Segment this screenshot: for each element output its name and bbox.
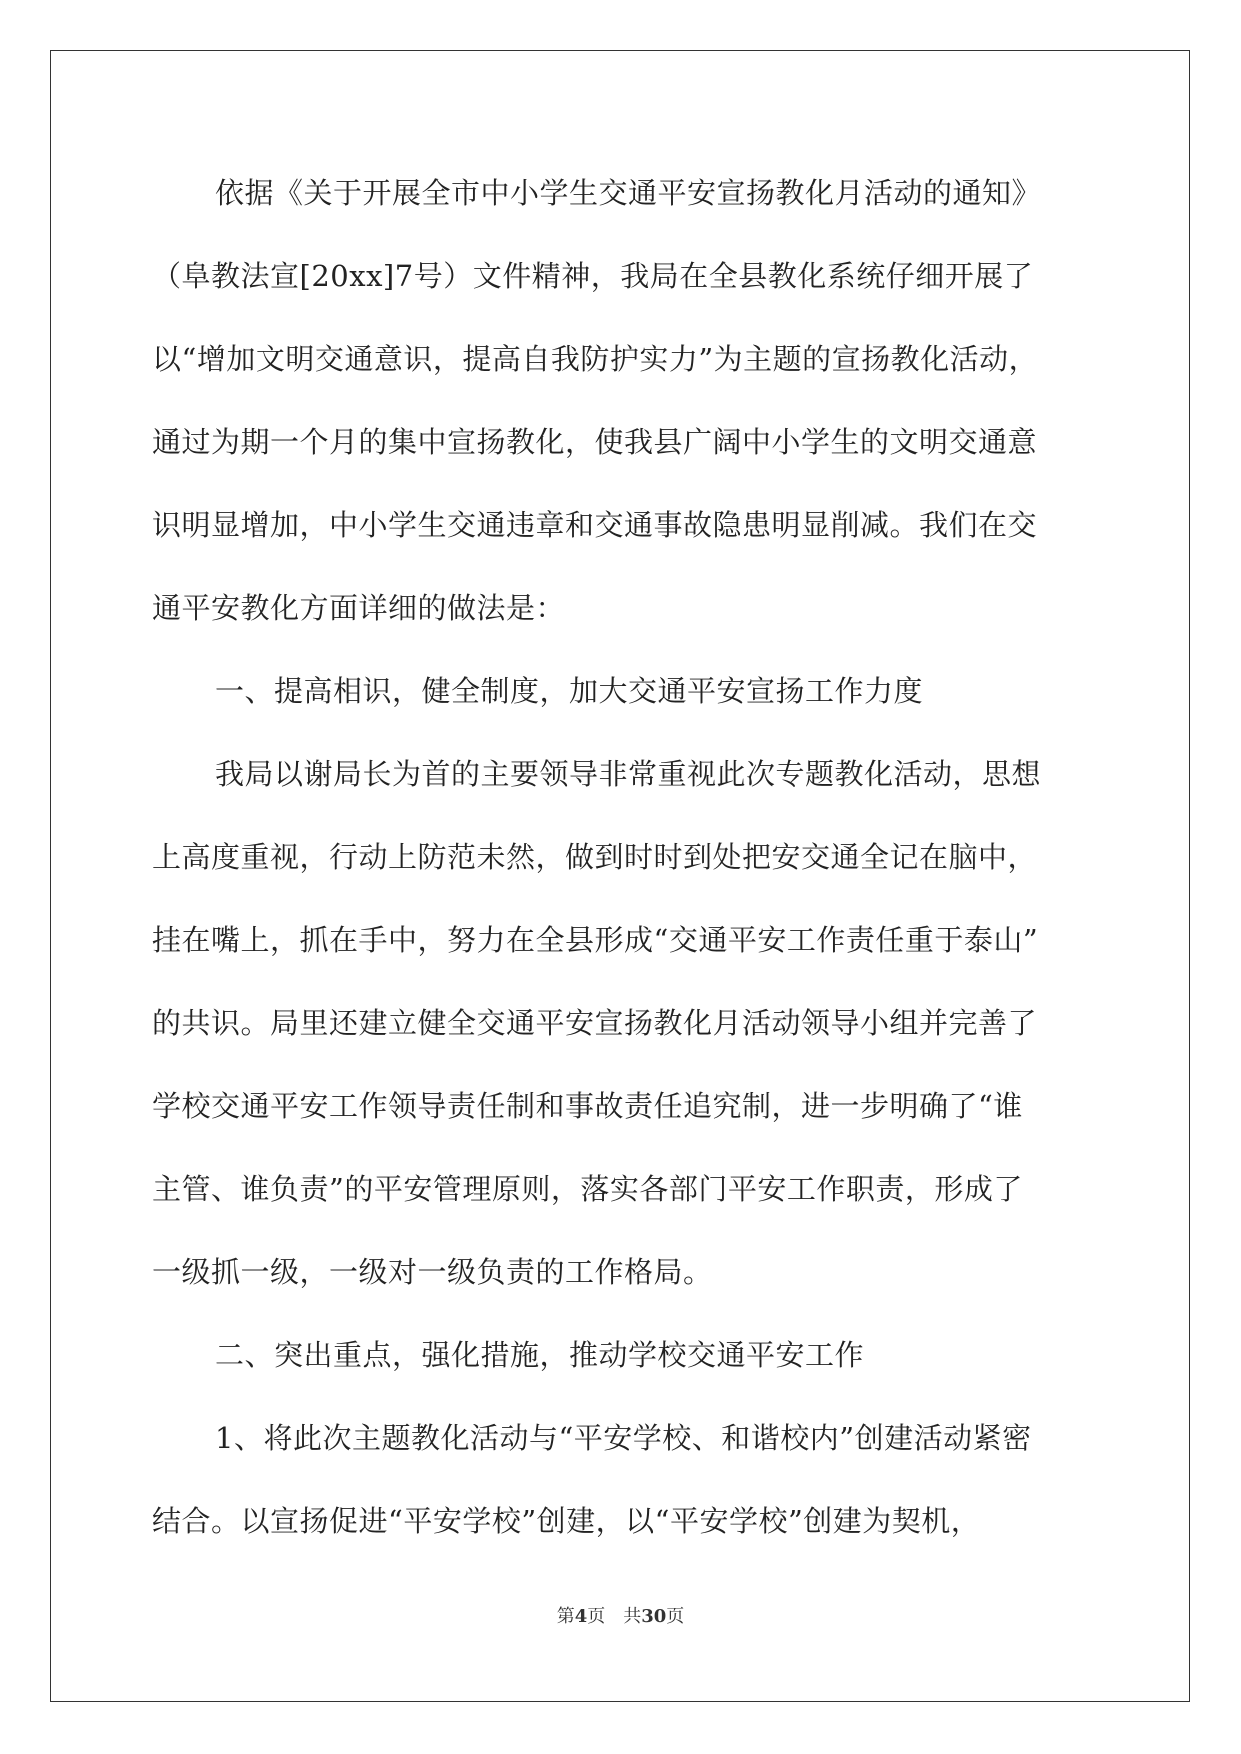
page-prefix: 第 [556,1606,575,1627]
paragraph-line: 以“增加文明交通意识，提高自我防护实力”为主题的宣扬教化活动， [152,342,1039,376]
paragraph-line: 1、将此次主题教化活动与“平安学校、和谐校内”创建活动紧密 [215,1421,1032,1455]
section-heading: 二、突出重点，强化措施，推动学校交通平安工作 [215,1338,865,1372]
paragraph-line: 通平安教化方面详细的做法是： [152,591,566,625]
paragraph-line: （阜教法宣[20xx]7号）文件精神，我局在全县教化系统仔细开展了 [152,259,1034,293]
paragraph-line: 学校交通平安工作领导责任制和事故责任追究制，进一步明确了“谁 [152,1089,1023,1123]
total-suffix: 页 [666,1606,685,1627]
section-heading: 一、提高相识，健全制度，加大交通平安宣扬工作力度 [215,674,924,708]
paragraph-line: 的共识。局里还建立健全交通平安宣扬教化月活动领导小组并完善了 [152,1006,1038,1040]
page-suffix: 页 [587,1606,606,1627]
paragraph-line: 依据《关于开展全市中小学生交通平安宣扬教化月活动的通知》 [215,176,1042,210]
page-number: 4 [574,1606,588,1627]
paragraph-line: 挂在嘴上，抓在手中，努力在全县形成“交通平安工作责任重于泰山” [152,923,1039,957]
paragraph-line: 通过为期一个月的集中宣扬教化，使我县广阔中小学生的文明交通意 [152,425,1038,459]
page-footer [0,1602,1241,1628]
total-pages: 30 [641,1606,667,1627]
paragraph-line: 上高度重视，行动上防范未然，做到时时到处把安交通全记在脑中， [152,840,1038,874]
document-body [152,163,1092,1574]
paragraph-line: 识明显增加，中小学生交通违章和交通事故隐患明显削减。我们在交 [152,508,1038,542]
paragraph-line: 一级抓一级，一级对一级负责的工作格局。 [152,1255,713,1289]
paragraph-line: 我局以谢局长为首的主要领导非常重视此次专题教化活动，思想 [215,757,1042,791]
paragraph-line: 结合。以宣扬促进“平安学校”创建，以“平安学校”创建为契机， [152,1504,981,1538]
total-prefix: 共 [623,1606,642,1627]
paragraph-line: 主管、谁负责”的平安管理原则，落实各部门平安工作职责，形成了 [152,1172,1023,1206]
